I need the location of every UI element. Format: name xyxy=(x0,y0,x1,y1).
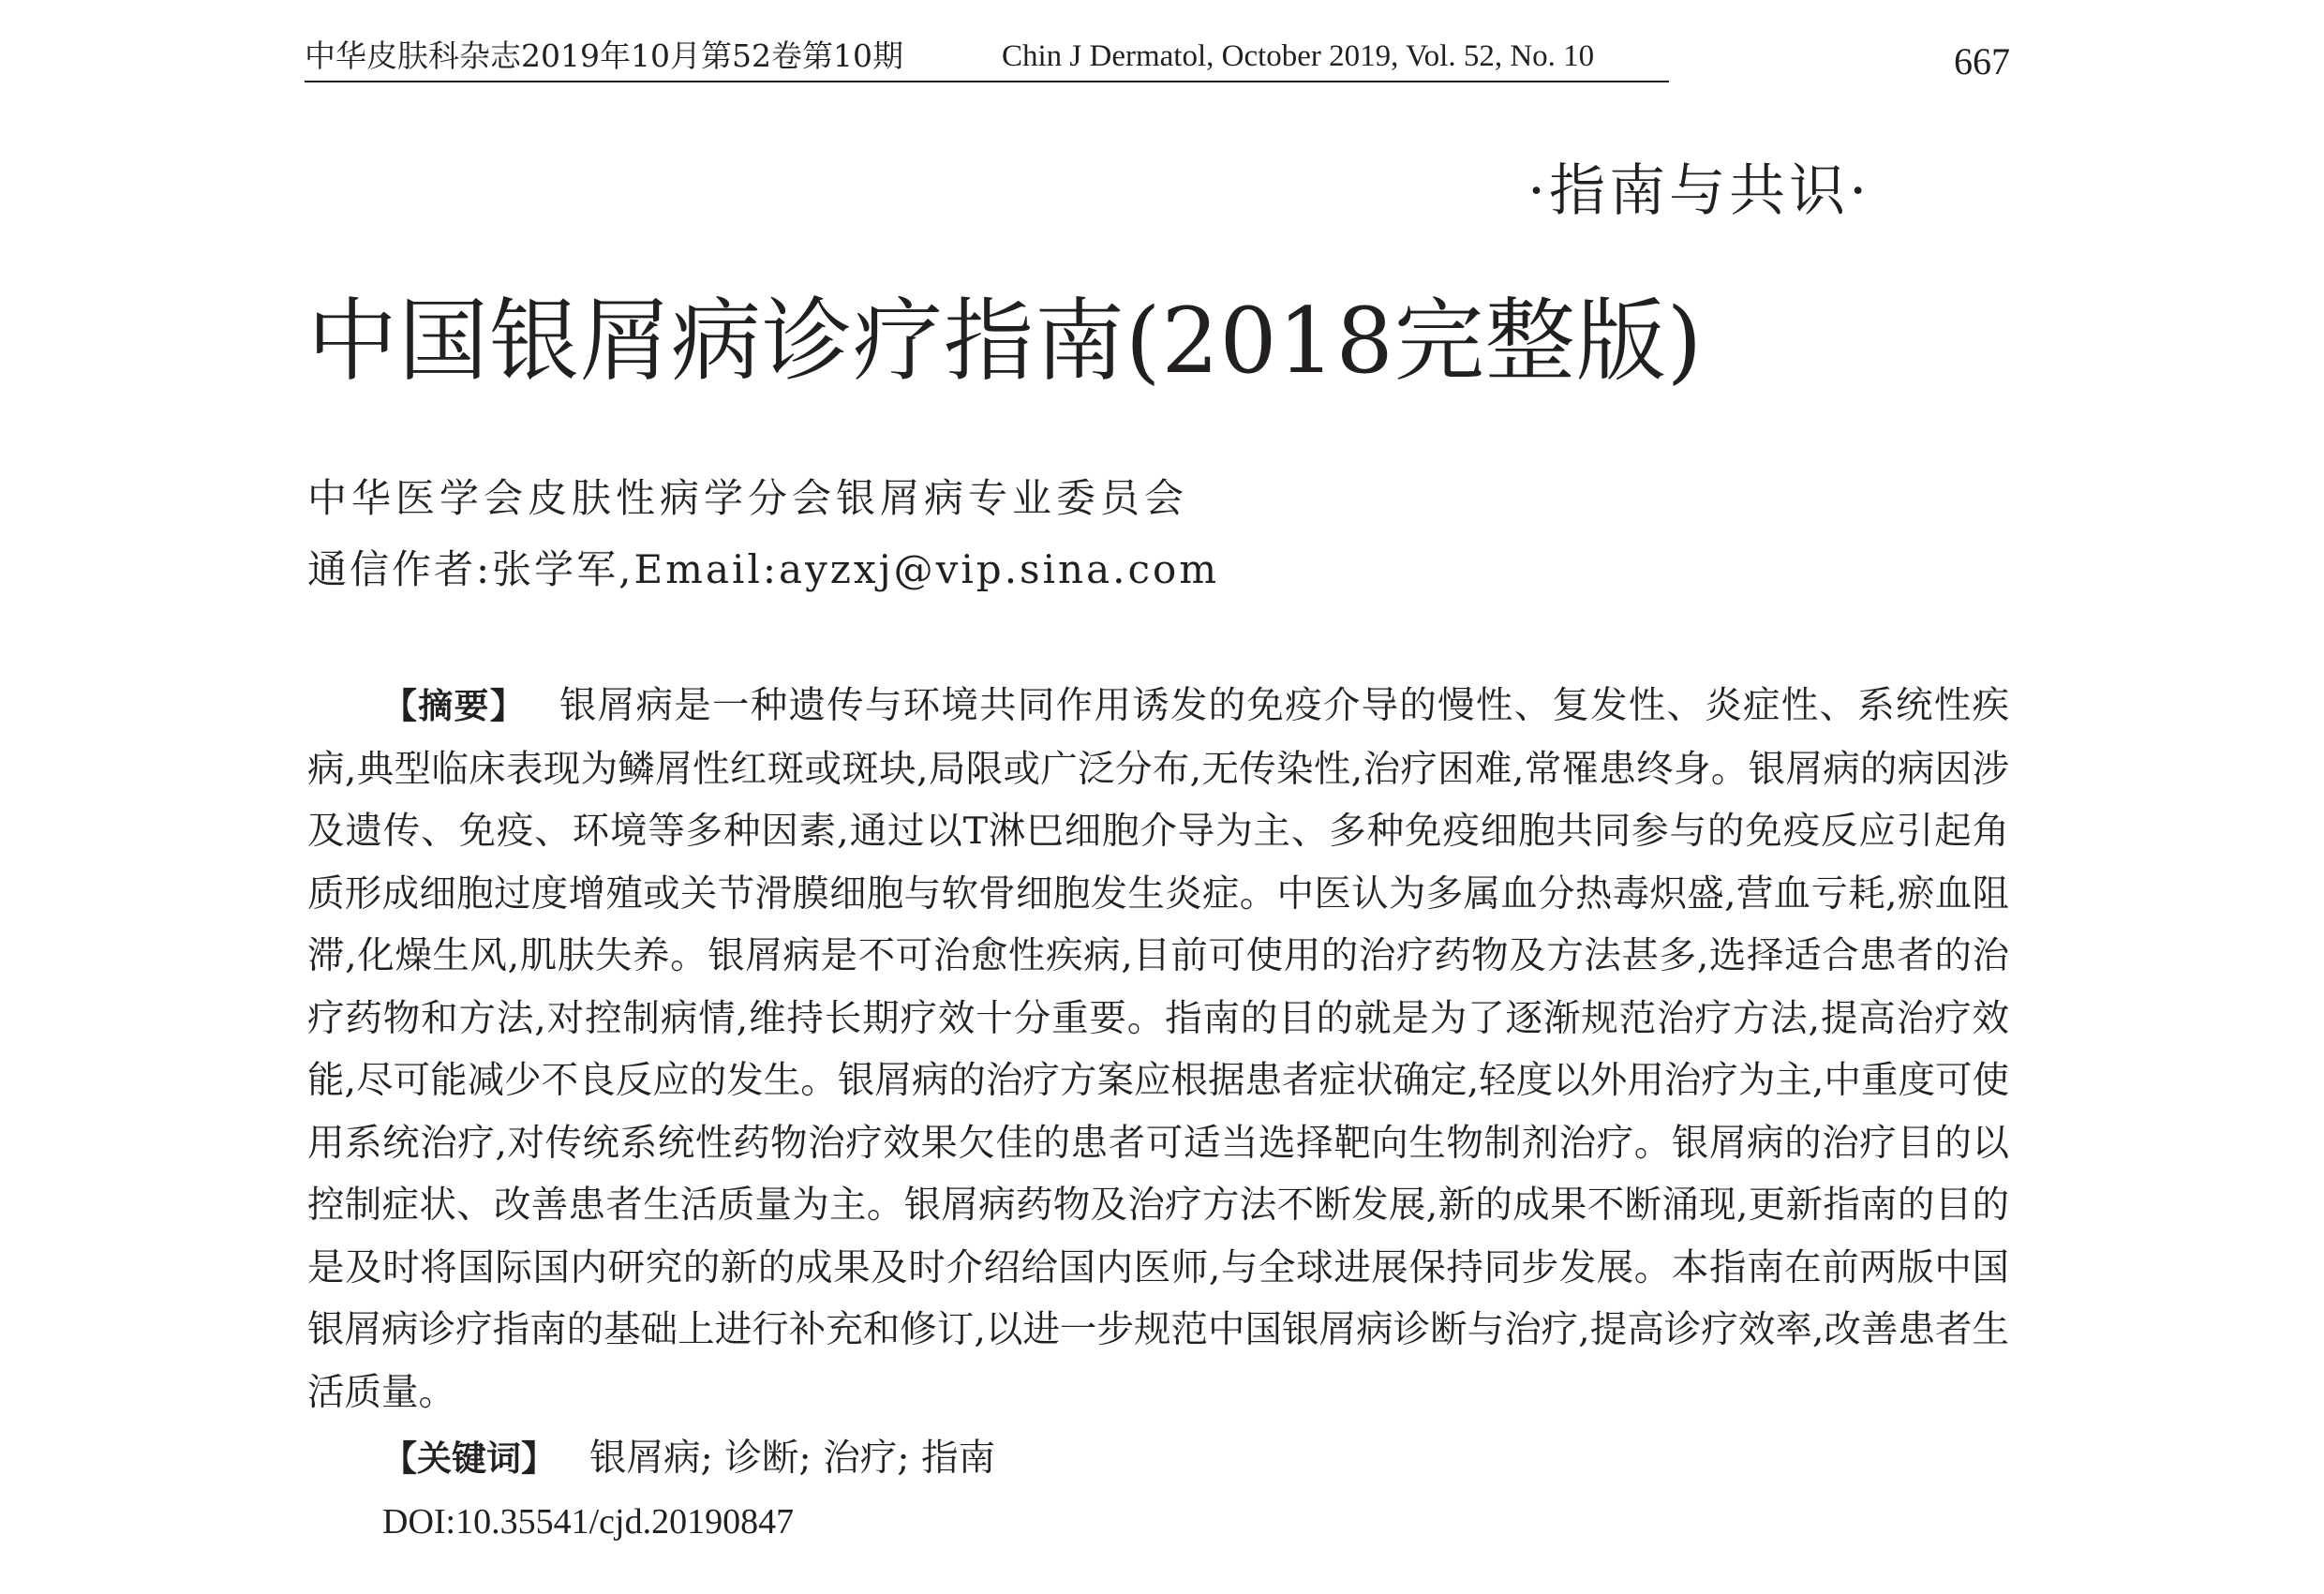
page-number: 667 xyxy=(1954,40,2010,82)
corresponding-author: 通信作者:张学军,Email:ayzxj@vip.sina.com xyxy=(307,546,1220,592)
abstract-text: 银屑病是一种遗传与环境共同作用诱发的免疫介导的慢性、复发性、炎症性、系统性疾病,典型临床表现为鳞屑性红斑或斑块,局限或广泛分布,无传染性,治疗困难,常罹患终身。银屑病的病因涉及遗传、免疫、环境等多种因素,通过以T淋巴细胞介导为主、多种免疫细胞共同参与的免疫反应引起角质形成细胞过度增殖或关节滑膜细胞与软骨细胞发生炎症。中医认为多属血分热毒炽盛,营血亏耗,瘀血阻滞,化燥生风,肌肤失养。银屑病是不可治愈性疾病,目前可使用的治疗药物及方法甚多,选择适合患者的治疗药物和方法,对控制病情,维持长期疗效十分重要。指南的目的就是为了逐渐规范治疗方法,提高治疗效能,尽可能减少不良反应的发生。银屑病的治疗方案应根据患者症状确定,轻度以外用治疗为主,中重度可使用系统治疗,对传统系统性药物治疗效果欠佳的患者可适当选择靶向生物制剂治疗。银屑病的治疗目的以控制症状、改善患者生活质量为主。银屑病药物及治疗方法不断发展,新的成果不断涌现,更新指南的目的是及时将国际国内研究的新的成果及时介绍给国内医师,与全球进展保持同步发展。本指南在前两版中国银屑病诊疗指南的基础上进行补充和修订,以进一步规范中国银屑病诊断与治疗,提高诊疗效率,改善患者生活质量。 xyxy=(307,684,2010,1414)
journal-name-en: Chin J Dermatol, October 2019, Vol. 52, No. 10 xyxy=(1002,39,1595,73)
keywords-label: 【关键词】 xyxy=(382,1438,556,1479)
journal-name-cn: 中华皮肤科杂志2019年10月第52卷第10期 xyxy=(305,37,903,74)
keywords-text: 银屑病; 诊断; 治疗; 指南 xyxy=(589,1437,996,1480)
section-label: ·指南与共识· xyxy=(1527,158,1871,224)
article-title: 中国银屑病诊疗指南(2018完整版) xyxy=(307,289,1704,394)
abstract-label: 【摘要】 xyxy=(382,686,526,726)
keywords xyxy=(382,1434,995,1483)
doi: DOI:10.35541/cjd.20190847 xyxy=(382,1502,795,1542)
running-header xyxy=(305,36,1669,82)
abstract xyxy=(307,675,2009,1423)
author-affiliation: 中华医学会皮肤性病学分会银屑病专业委员会 xyxy=(307,475,1189,521)
